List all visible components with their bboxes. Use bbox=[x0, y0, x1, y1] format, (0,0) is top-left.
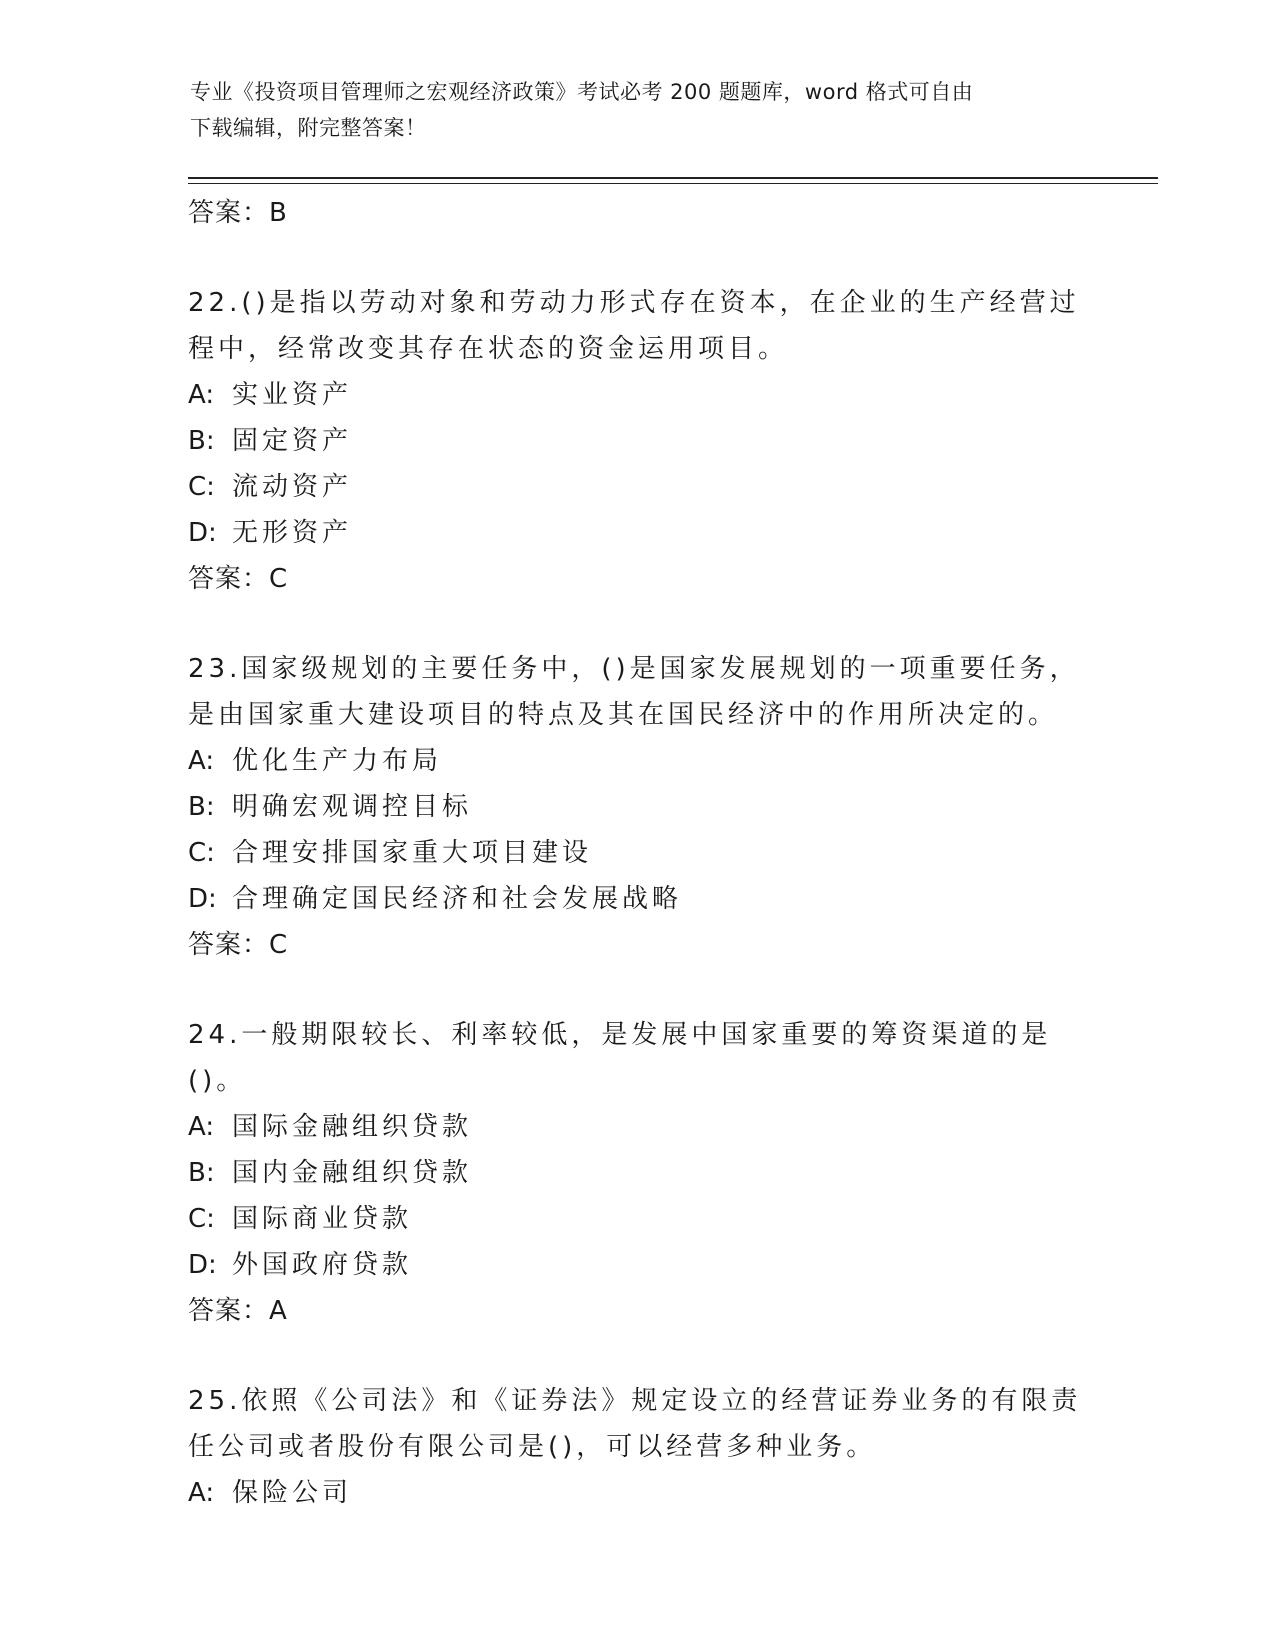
option-letter: C: bbox=[188, 1204, 215, 1234]
option-text: 无形资产 bbox=[232, 518, 353, 548]
option-text: 流动资产 bbox=[232, 472, 353, 502]
option-d bbox=[188, 876, 1088, 922]
option-letter: A: bbox=[188, 1112, 215, 1142]
answer-line: 答案：A bbox=[188, 1296, 288, 1326]
option-text: 固定资产 bbox=[232, 426, 353, 456]
question-block bbox=[188, 1378, 1088, 1516]
previous-answer: 答案：B bbox=[188, 198, 288, 228]
option-a bbox=[188, 738, 1088, 784]
option-text: 国际金融组织贷款 bbox=[232, 1112, 473, 1142]
option-c bbox=[188, 1196, 1088, 1242]
question-block bbox=[188, 1012, 1088, 1334]
question-list bbox=[188, 190, 1088, 1516]
header-line-1: 专业《投资项目管理师之宏观经济政策》考试必考 200 题题库，word 格式可自由 bbox=[190, 80, 974, 104]
question-text: 24.一般期限较长、利率较低，是发展中国家重要的筹资渠道的是()。 bbox=[188, 1020, 1052, 1096]
option-text: 优化生产力布局 bbox=[232, 746, 443, 776]
option-letter: B: bbox=[188, 426, 215, 456]
option-letter: A: bbox=[188, 746, 215, 776]
option-c bbox=[188, 830, 1088, 876]
question-text: 22.()是指以劳动对象和劳动力形式存在资本，在企业的生产经营过程中，经常改变其存在状态的资金运用项目。 bbox=[188, 288, 1080, 364]
question-block bbox=[188, 646, 1088, 968]
option-letter: D: bbox=[188, 1250, 217, 1280]
option-letter: A: bbox=[188, 380, 215, 410]
option-letter: D: bbox=[188, 518, 217, 548]
option-d bbox=[188, 510, 1088, 556]
option-letter: D: bbox=[188, 884, 217, 914]
answer-line: 答案：C bbox=[188, 930, 289, 960]
option-text: 明确宏观调控目标 bbox=[232, 792, 473, 822]
question-block bbox=[188, 280, 1088, 602]
option-text: 外国政府贷款 bbox=[232, 1250, 413, 1280]
option-c bbox=[188, 464, 1088, 510]
option-b bbox=[188, 418, 1088, 464]
option-letter: C: bbox=[188, 472, 215, 502]
option-text: 合理安排国家重大项目建设 bbox=[232, 838, 593, 868]
header-rule-thick bbox=[188, 177, 1158, 179]
option-letter: C: bbox=[188, 838, 215, 868]
answer-line: 答案：C bbox=[188, 564, 289, 594]
option-letter: B: bbox=[188, 1158, 215, 1188]
option-text: 国内金融组织贷款 bbox=[232, 1158, 473, 1188]
header-rule-thin bbox=[188, 183, 1158, 184]
option-text: 实业资产 bbox=[232, 380, 353, 410]
document-header bbox=[190, 74, 1080, 146]
option-b bbox=[188, 784, 1088, 830]
option-b bbox=[188, 1150, 1088, 1196]
option-text: 合理确定国民经济和社会发展战略 bbox=[232, 884, 683, 914]
option-letter: B: bbox=[188, 792, 215, 822]
option-text: 国际商业贷款 bbox=[232, 1204, 413, 1234]
option-text: 保险公司 bbox=[232, 1478, 353, 1508]
option-a bbox=[188, 1104, 1088, 1150]
question-text: 23.国家级规划的主要任务中，()是国家发展规划的一项重要任务，是由国家重大建设项目的特点及其在国民经济中的作用所决定的。 bbox=[188, 654, 1080, 730]
header-line-2: 下载编辑，附完整答案！ bbox=[190, 116, 427, 140]
question-text: 25.依照《公司法》和《证券法》规定设立的经营证券业务的有限责任公司或者股份有限公司是()，可以经营多种业务。 bbox=[188, 1386, 1082, 1462]
option-a bbox=[188, 1470, 1088, 1516]
option-a bbox=[188, 372, 1088, 418]
option-letter: A: bbox=[188, 1478, 215, 1508]
option-d bbox=[188, 1242, 1088, 1288]
